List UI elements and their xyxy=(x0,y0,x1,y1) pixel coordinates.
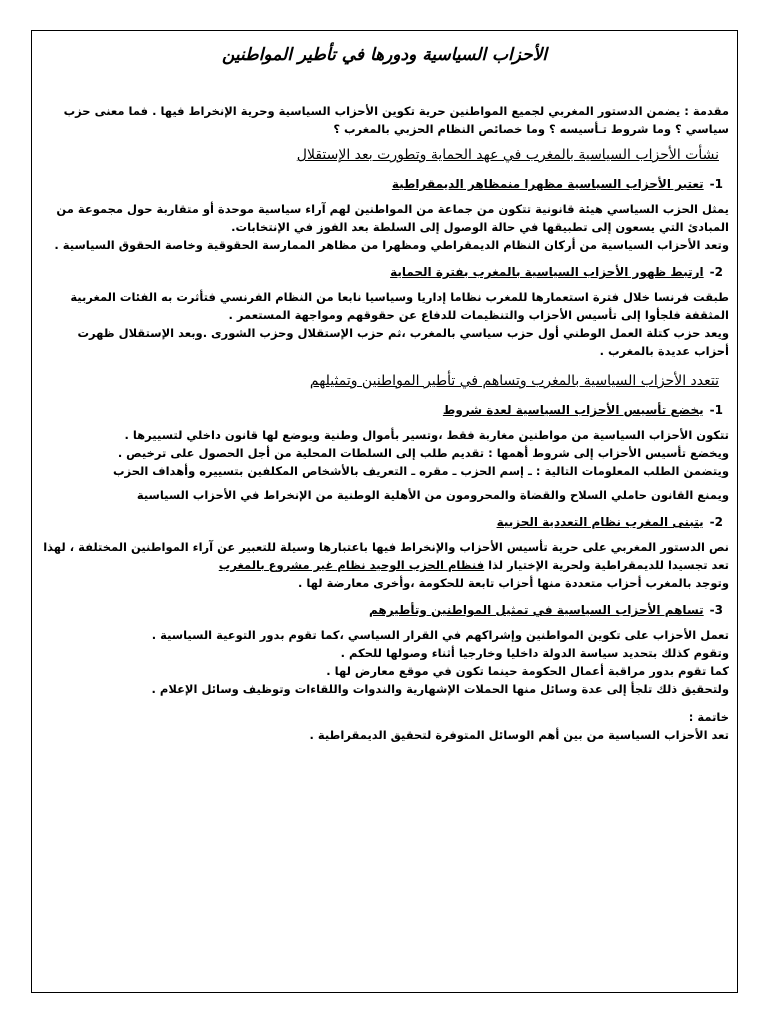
subheading-label: يخضع تأسيس الأحزاب السياسية لعدة شروط xyxy=(442,403,704,417)
paragraph: ويخضع تأسيس الأحزاب إلى شروط أهمها : تقديم طلب إلى السلطات المحلية من أجل الحصول على ترخيص . xyxy=(117,446,729,460)
subheading-2-2 xyxy=(36,512,733,532)
underlined-phrase: فنظام الحزب الوحيد نظام غير مشروع بالمغرب xyxy=(218,558,485,572)
intro-paragraph: مقدمة : يضمن الدستور المغربي لجميع المواطنين حرية تكوين الأحزاب السياسية وحرية الإنخراط فيها . فما معنى حزب سياسي ؟ وما شروط تـأسيسه ؟ وما خصائص النظام الحزبي بالمغرب ؟ xyxy=(63,104,729,136)
paragraph: طبقت فرنسا خلال فترة استعمارها للمغرب نظاما إداريا وسياسيا نابعا من النظام الفرنسي فتأثرت به الفئات المغربية المثقفة فلجأوا إلى تأسيس الأحزاب والتنظيمات للدفاع عن حقوقهم ومواجهة المستعمر . xyxy=(70,290,729,322)
subheading-number: 2- xyxy=(709,515,723,529)
subheading-label: يتبنى المغرب نظام التعددية الحزبية xyxy=(496,515,704,529)
paragraph: تتكون الأحزاب السياسية من مواطنين مغاربة فقط ،وتسير بأموال وطنية ويوضع لها قانون داخلي لتسييرها . xyxy=(124,428,729,442)
subheading-1-1 xyxy=(36,174,733,194)
paragraph: ولتحقيق ذلك تلجأ إلى عدة وسائل منها الحملات الإشهارية والندوات واللقاءات وتوظيف وسائل الإعلام . xyxy=(151,682,729,696)
document-content xyxy=(36,36,733,744)
paragraph: ويتضمن الطلب المعلومات التالية : ـ إسم الحزب ـ مقره ـ التعريف بالأشخاص المكلفين بتسييره وأهداف الحزب xyxy=(113,464,729,478)
paragraph: ويعد حزب كتلة العمل الوطني أول حزب سياسي بالمغرب ،ثم حزب الإستقلال وحزب الشورى .وبعد الإستقلال ظهرت أحزاب عديدة بالمغرب . xyxy=(77,326,729,358)
paragraph: وتقوم كذلك بتحديد سياسة الدولة داخليا وخارجيا أثناء وصولها للحكم . xyxy=(340,646,729,660)
paragraph: يمثل الحزب السياسي هيئة قانونية تتكون من جماعة من المواطنين لهم آراء سياسية موحدة أو متقاربة حول مجموعة من المبادئ التي يسعون إلى تطبيقها في حالة الوصول إلى السلطة بعد الفوز في الإنتخابات. xyxy=(56,202,729,234)
paragraph: وتعد الأحزاب السياسية من أركان النظام الديمقراطي ومظهرا من مظاهر الممارسة الحقوقية وخاصة الحقوق السياسية . xyxy=(54,238,729,252)
paragraph: كما تقوم بدور مراقبة أعمال الحكومة حينما تكون في موقع معارض لها . xyxy=(326,664,729,678)
conclusion-label: خاتمة : xyxy=(688,710,729,724)
conclusion-text: تعد الأحزاب السياسية من بين أهم الوسائل المتوفرة لتحقيق الديمقراطية . xyxy=(309,728,729,742)
section-heading-2: تتعدد الأحزاب السياسية بالمغرب وتساهم في تأطير المواطنين وتمثيلهم xyxy=(309,373,719,389)
subheading-number: 2- xyxy=(709,265,723,279)
subheading-number: 3- xyxy=(709,603,723,617)
subheading-label: ارتبط ظهور الأحزاب السياسية بالمغرب بفترة الحماية xyxy=(390,265,704,279)
paragraph: وتوجد بالمغرب أحزاب متعددة منها أحزاب تابعة للحكومة ،وأخرى معارضة لها . xyxy=(297,576,729,590)
subheading-number: 1- xyxy=(709,177,723,191)
subheading-2-3 xyxy=(36,600,733,620)
subheading-label: تعتبر الأحزاب السياسية مظهرا منمظاهر الديمقراطية xyxy=(391,177,704,191)
subheading-label: تساهم الأحزاب السياسية في تمثيل المواطنين وتأطيرهم xyxy=(368,603,704,617)
paragraph-text: نص الدستور المغربي على حرية تأسيس الأحزاب والإنخراط فيها باعتبارها وسيلة للتعبير عن آراء المواطنين المختلفة ، لهذا تعد تجسيدا للديمقراطية ولحرية الإختيار لذا xyxy=(43,540,729,572)
paragraph xyxy=(36,538,733,574)
subheading-1-2 xyxy=(36,262,733,282)
subheading-number: 1- xyxy=(709,403,723,417)
paragraph: ويمنع القانون حاملي السلاح والقضاة والمحرومون من الأهلية الوطنية من الإنخراط في الأحزاب السياسية xyxy=(136,488,729,502)
subheading-2-1 xyxy=(36,400,733,420)
section-heading-1: نشأت الأحزاب السياسية بالمغرب في عهد الحماية وتطورت بعد الإستقلال xyxy=(296,147,719,163)
page-title: الأحزاب السياسية ودورها في تأطير المواطنين xyxy=(221,45,548,65)
paragraph: تعمل الأحزاب على تكوين المواطنين وإشراكهم في القرار السياسي ،كما تقوم بدور التوعية السياسية . xyxy=(151,628,729,642)
